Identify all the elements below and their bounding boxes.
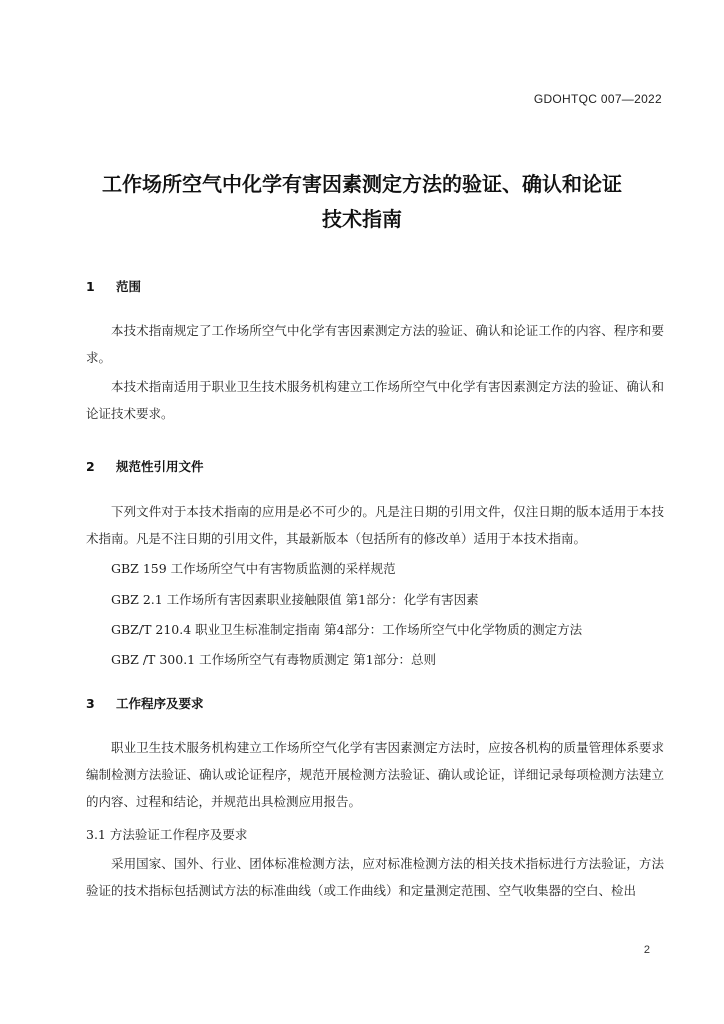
section-2-number: 2 [86, 459, 95, 474]
section-2-intro: 下列文件对于本技术指南的应用是必不可少的。凡是注日期的引用文件，仅注日期的版本适用于本技术指南。凡是不注日期的引用文件，其最新版本（包括所有的修改单）适用于本技术指南。 [86, 504, 664, 546]
section-1-title: 范围 [116, 279, 142, 294]
section-3-number: 3 [86, 696, 95, 711]
page-number: 2 [643, 944, 650, 956]
section-3-title: 工作程序及要求 [116, 696, 204, 711]
subsection-3-1-heading: 3.1 方法验证工作程序及要求 [86, 827, 248, 842]
document-title-line-2: 技术指南 [322, 207, 402, 231]
section-3-heading [86, 694, 204, 712]
reference-item: GBZ/T 210.4 职业卫生标准制定指南 第4部分：工作场所空气中化学物质的测定方法 [111, 622, 583, 637]
section-1-number: 1 [86, 279, 95, 294]
reference-item: GBZ 159 工作场所空气中有害物质监测的采样规范 [111, 561, 396, 576]
subsection-3-1-paragraph: 采用国家、国外、行业、团体标准检测方法，应对标准检测方法的相关技术指标进行方法验证，方法验证的技术指标包括测试方法的标准曲线（或工作曲线）和定量测定范围、空气收集器的空白、检出 [86, 856, 664, 898]
section-2-heading [86, 457, 204, 475]
section-2-title: 规范性引用文件 [116, 459, 204, 474]
document-title-line-1: 工作场所空气中化学有害因素测定方法的验证、确认和论证 [102, 172, 622, 196]
section-1-paragraph-1: 本技术指南规定了工作场所空气中化学有害因素测定方法的验证、确认和论证工作的内容、程序和要求。 [86, 323, 664, 365]
section-1-paragraph-2: 本技术指南适用于职业卫生技术服务机构建立工作场所空气中化学有害因素测定方法的验证、确认和论证技术要求。 [86, 379, 664, 421]
document-code: GDOHTQC 007—2022 [533, 92, 662, 106]
section-3-intro: 职业卫生技术服务机构建立工作场所空气化学有害因素测定方法时，应按各机构的质量管理体系要求编制检测方法验证、确认或论证程序，规范开展检测方法验证、确认或论证，详细记录每项检测方法建立的内容、过程和结论，并规范出具检测应用报告。 [86, 740, 664, 809]
reference-item: GBZ 2.1 工作场所有害因素职业接触限值 第1部分：化学有害因素 [111, 592, 479, 607]
section-1-heading [86, 277, 141, 295]
reference-item: GBZ /T 300.1 工作场所空气有毒物质测定 第1部分：总则 [111, 652, 437, 667]
